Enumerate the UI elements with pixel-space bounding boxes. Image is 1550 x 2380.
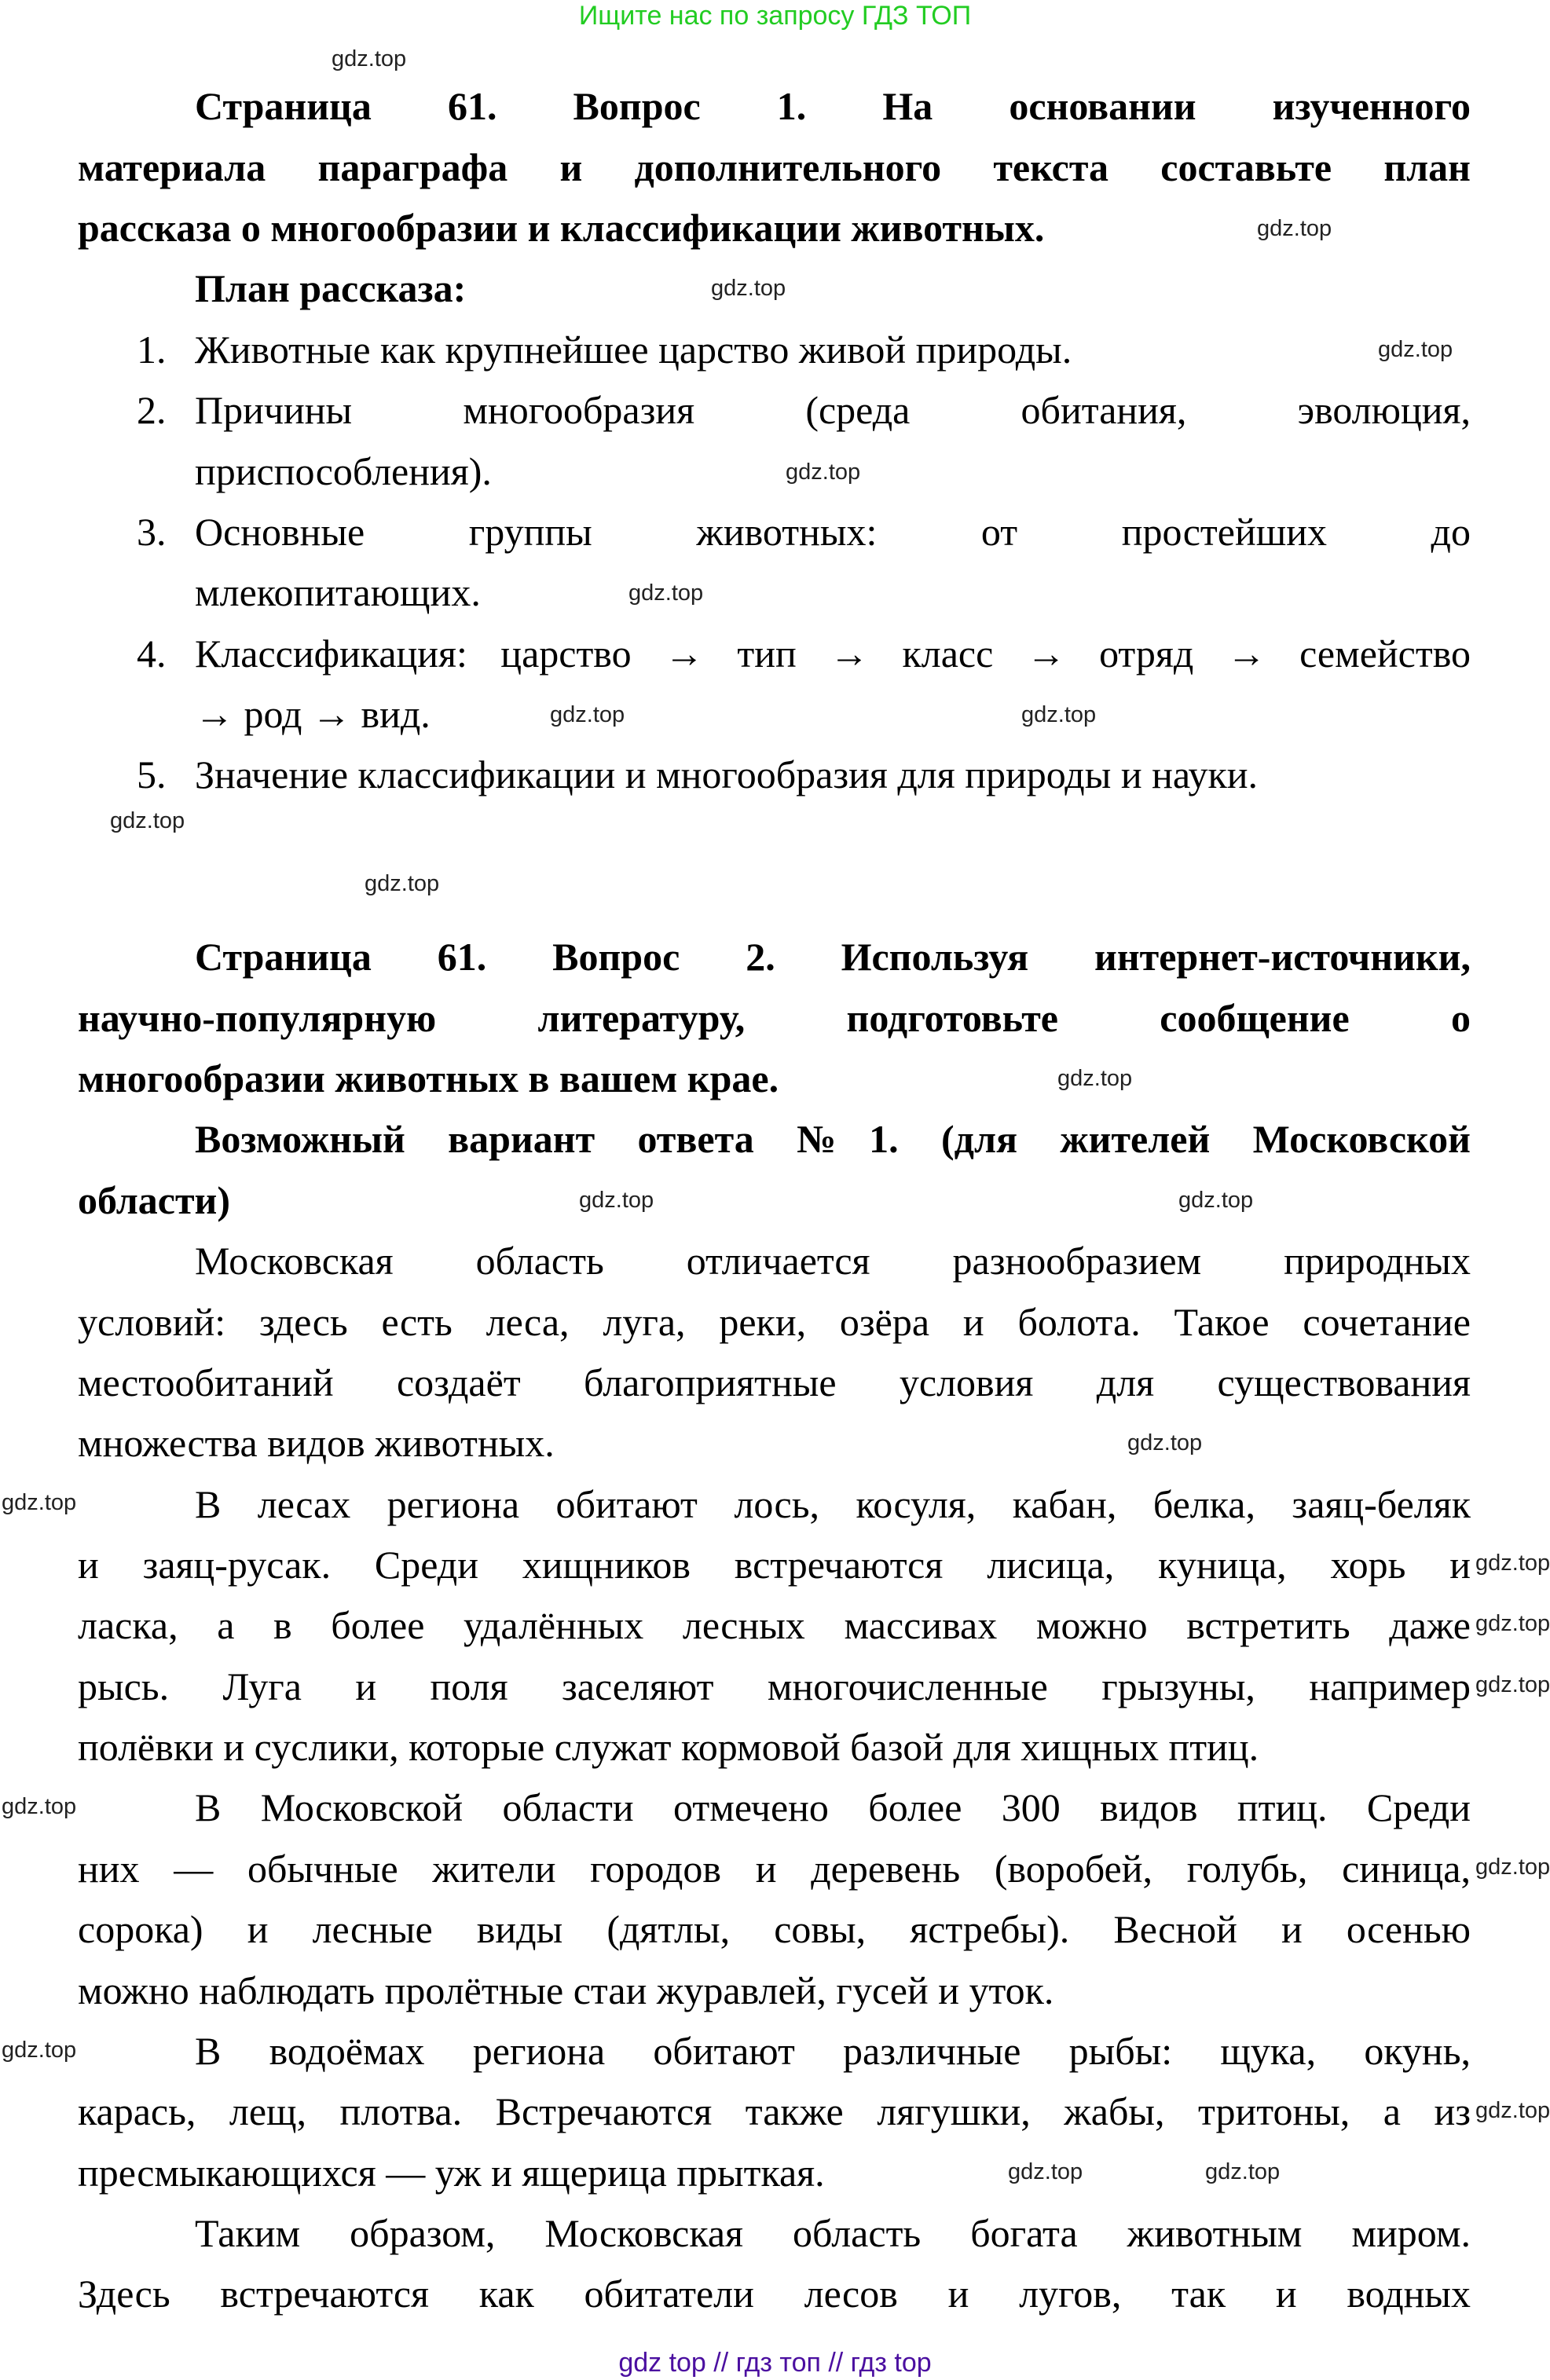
watermark: gdz.top bbox=[1021, 702, 1097, 727]
watermark: gdz.top bbox=[628, 580, 704, 606]
watermark: gdz.top bbox=[1057, 1066, 1133, 1091]
paragraph-line: них — обычные жители городов и деревень (воробей, голубь, синица, bbox=[78, 1847, 1471, 1891]
q2-heading-line: Страница 61. Вопрос 2. Используя интернет-источники, bbox=[195, 935, 1471, 979]
plan-title: План рассказа: bbox=[195, 266, 467, 310]
watermark: gdz.top bbox=[365, 871, 440, 896]
watermark: gdz.top bbox=[1475, 1855, 1550, 1880]
watermark: gdz.top bbox=[1475, 1551, 1550, 1576]
watermark: gdz.top bbox=[1475, 1672, 1550, 1697]
q1-heading-line: рассказа о многообразии и классификации животных. bbox=[78, 206, 1045, 250]
list-item-cont: → род → вид. bbox=[195, 692, 431, 736]
watermark: gdz.top bbox=[579, 1188, 654, 1213]
q1-heading-line: Страница 61. Вопрос 1. На основании изученного bbox=[195, 84, 1471, 128]
watermark: gdz.top bbox=[2, 2038, 77, 2063]
list-item: Значение классификации и многообразия для природы и науки. bbox=[195, 752, 1259, 796]
paragraph-line: В лесах региона обитают лось, косуля, кабан, белка, заяц-беляк bbox=[195, 1482, 1471, 1526]
paragraph-line: Таким образом, Московская область богата животным миром. bbox=[195, 2211, 1471, 2255]
watermark: gdz.top bbox=[1127, 1430, 1203, 1455]
paragraph-line: карась, лещ, плотва. Встречаются также лягушки, жабы, тритоны, а из bbox=[78, 2089, 1471, 2133]
watermark: gdz.top bbox=[1008, 2159, 1083, 2184]
watermark: gdz.top bbox=[786, 460, 861, 485]
watermark: gdz.top bbox=[110, 808, 185, 833]
list-item-cont: приспособления). bbox=[195, 449, 492, 493]
footer-links[interactable]: gdz top // гдз топ // гдз top bbox=[618, 2348, 932, 2378]
list-item-cont: млекопитающих. bbox=[195, 570, 481, 614]
list-number: 4. bbox=[137, 632, 167, 676]
watermark: gdz.top bbox=[1178, 1188, 1254, 1213]
watermark: gdz.top bbox=[711, 276, 786, 301]
paragraph-line: рысь. Луга и поля заселяют многочисленные грызуны, например bbox=[78, 1664, 1471, 1708]
list-number: 3. bbox=[137, 510, 167, 554]
list-number: 1. bbox=[137, 328, 167, 372]
paragraph-line: Здесь встречаются как обитатели лесов и лугов, так и водных bbox=[78, 2272, 1471, 2316]
paragraph-line: Московская область отличается разнообразием природных bbox=[195, 1239, 1471, 1283]
paragraph-line: сорока) и лесные виды (дятлы, совы, ястребы). Весной и осенью bbox=[78, 1907, 1471, 1951]
q2-heading-line: научно-популярную литературу, подготовьте сообщение о bbox=[78, 996, 1471, 1040]
watermark: gdz.top bbox=[1205, 2159, 1281, 2184]
paragraph-line: можно наблюдать пролётные стаи журавлей, гусей и уток. bbox=[78, 1968, 1054, 2012]
watermark: gdz.top bbox=[1475, 1611, 1550, 1636]
paragraph-line: и заяц-русак. Среди хищников встречаются лисица, куница, хорь и bbox=[78, 1543, 1471, 1587]
watermark: gdz.top bbox=[550, 702, 625, 727]
watermark: gdz.top bbox=[1475, 2098, 1550, 2123]
list-item: Классификация: царство → тип → класс → отряд → семейство bbox=[195, 632, 1471, 676]
watermark: gdz.top bbox=[1257, 216, 1332, 241]
paragraph-line: пресмыкающихся — уж и ящерица прыткая. bbox=[78, 2151, 825, 2195]
list-number: 5. bbox=[137, 752, 167, 796]
paragraph-line: местообитаний создаёт благоприятные условия для существования bbox=[78, 1360, 1471, 1404]
list-item: Животные как крупнейшее царство живой природы. bbox=[195, 328, 1072, 372]
paragraph-line: В водоёмах региона обитают различные рыбы: щука, окунь, bbox=[195, 2029, 1471, 2073]
search-banner[interactable]: Ищите нас по запросу ГДЗ ТОП bbox=[578, 1, 972, 31]
q2-heading-line: многообразии животных в вашем крае. bbox=[78, 1056, 779, 1100]
paragraph-line: полёвки и суслики, которые служат кормовой базой для хищных птиц. bbox=[78, 1725, 1259, 1769]
watermark: gdz.top bbox=[2, 1794, 77, 1819]
watermark: gdz.top bbox=[1378, 337, 1453, 362]
q1-heading-line: материала параграфа и дополнительного текста составьте план bbox=[78, 145, 1471, 189]
paragraph-line: множества видов животных. bbox=[78, 1421, 555, 1465]
variant-title: Возможный вариант ответа №1. (для жителей Московской bbox=[195, 1117, 1471, 1161]
paragraph-line: В Московской области отмечено более 300 видов птиц. Среди bbox=[195, 1785, 1471, 1829]
watermark: gdz.top bbox=[2, 1490, 77, 1515]
variant-title: области) bbox=[78, 1178, 231, 1222]
list-number: 2. bbox=[137, 388, 167, 432]
paragraph-line: условий: здесь есть леса, луга, реки, озёра и болота. Такое сочетание bbox=[78, 1300, 1471, 1344]
list-item: Основные группы животных: от простейших до bbox=[195, 510, 1471, 554]
paragraph-line: ласка, а в более удалённых лесных массивах можно встретить даже bbox=[78, 1603, 1471, 1647]
watermark: gdz.top bbox=[332, 46, 407, 71]
list-item: Причины многообразия (среда обитания, эволюция, bbox=[195, 388, 1471, 432]
